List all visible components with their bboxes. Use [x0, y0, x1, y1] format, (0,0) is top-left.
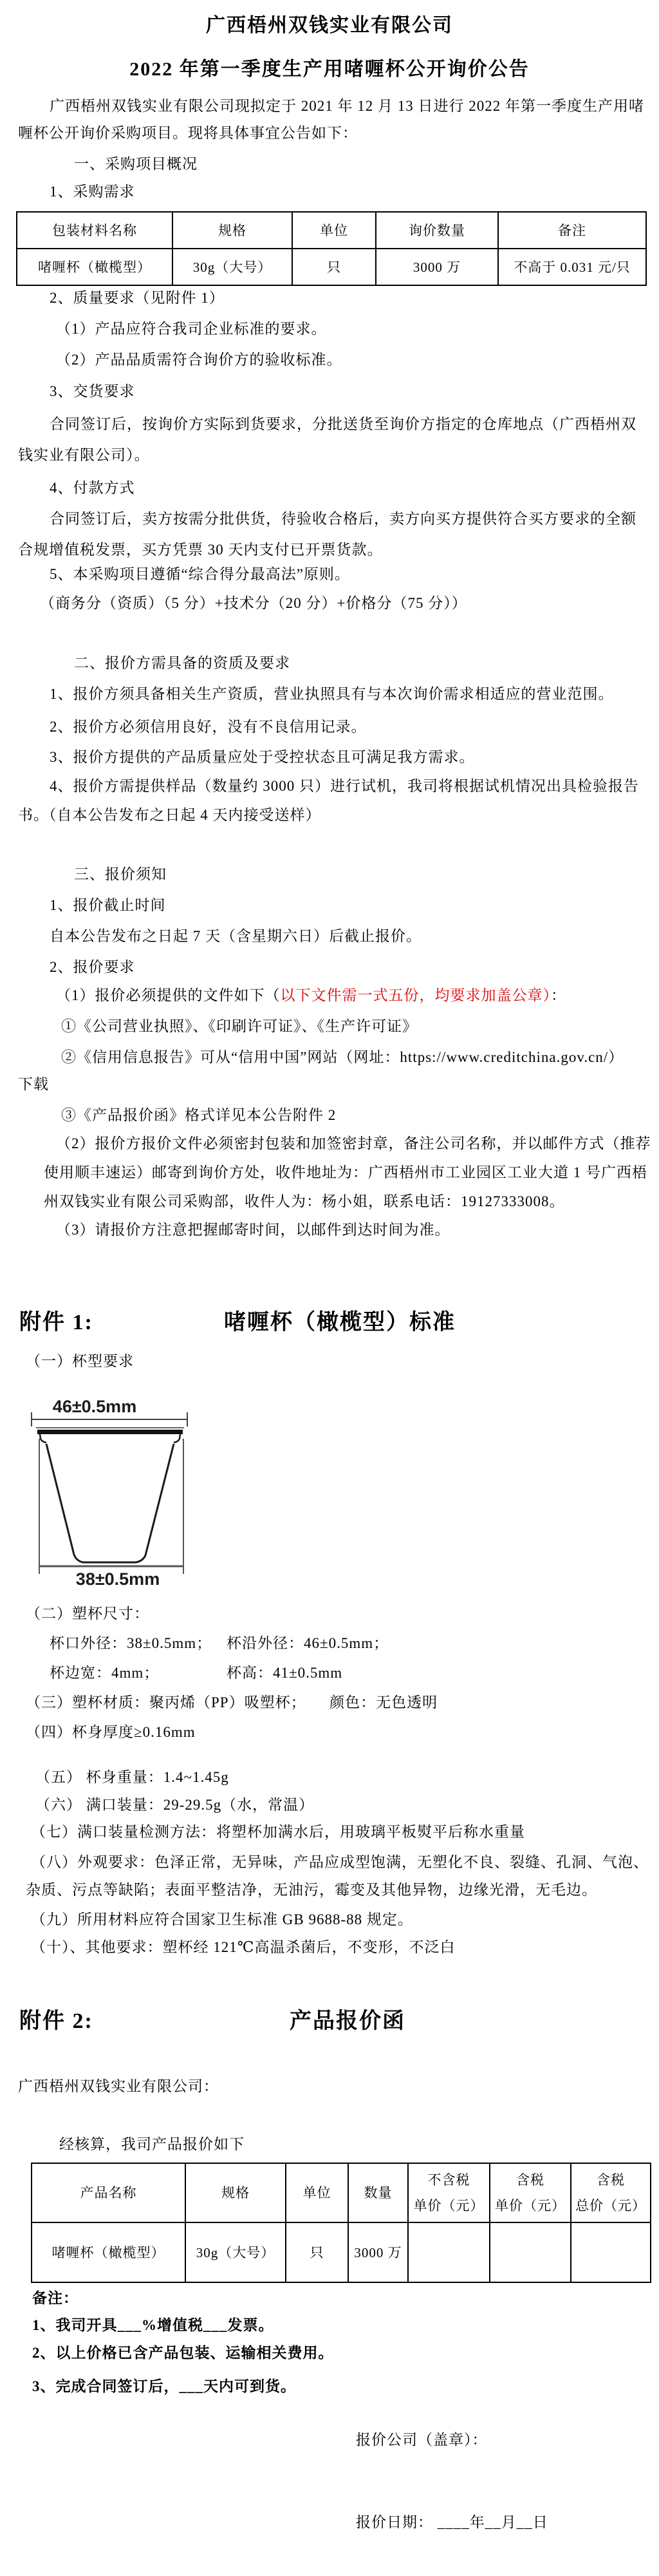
- document-item-2-continuation: 下载: [18, 1076, 49, 1092]
- cell-spec: 30g（大号）: [185, 2222, 286, 2282]
- hygiene-standard: （九）所用材料应符合国家卫生标准 GB 9688-88 规定。: [31, 1911, 413, 1927]
- scoring-rule: 5、本采购项目遵循“综合得分最高法”原则。: [50, 566, 350, 582]
- mouth-outer-diameter: 杯口外径：38±0.5mm；: [50, 1635, 212, 1651]
- header-unit: 单位: [286, 2163, 348, 2222]
- cell-total-incl-tax-blank[interactable]: [571, 2222, 651, 2282]
- payment-line-1: 合同签订后，卖方按需分批供货，待验收合格后，卖方向买方提供符合买方要求的全额: [50, 511, 636, 527]
- signature-date: 报价日期： ____年__月__日: [356, 2514, 548, 2530]
- attachment-2-label: 附件 2:: [19, 2009, 93, 2033]
- capacity-test-method: （七）满口装量检测方法：将塑杯加满水后，用玻璃平板熨平后称水重量: [31, 1824, 525, 1840]
- scoring-detail: （商务分（资质）（5 分）+技术分（20 分）+价格分（75 分））: [40, 595, 467, 611]
- cup-material: （三）塑杯材质：聚丙烯（PP）吸塑杯； 颜色：无色透明: [26, 1694, 438, 1710]
- cup-shape-requirement: （一）杯型要求: [26, 1353, 134, 1369]
- company-title: 广西梧州双钱实业有限公司: [206, 15, 453, 36]
- attachment-1-label: 附件 1:: [19, 1311, 93, 1334]
- notice-title: 2022 年第一季度生产用啫喱杯公开询价公告: [129, 59, 530, 80]
- section-2-heading: 二、报价方需具备的资质及要求: [74, 655, 290, 671]
- delivery-requirement: 3、交货要求: [50, 383, 135, 399]
- cell-remark: 不高于 0.031 元/只: [498, 249, 646, 285]
- quality-item-1: （1）产品应符合我司企业标准的要求。: [56, 321, 327, 337]
- header-price-excl-tax-line-1: 不含税: [427, 2172, 470, 2188]
- quote-salutation: 广西梧州双钱实业有限公司：: [18, 2078, 219, 2094]
- intro-line-1: 广西梧州双钱实业有限公司现拟定于 2021 年 12 月 13 日进行 2022 年第一季度生产用啫: [50, 98, 644, 114]
- document-item-3: ③《产品报价函》格式详见本公告附件 2: [61, 1107, 337, 1123]
- header-quantity: 数量: [348, 2163, 408, 2222]
- quotation-table: [31, 2163, 651, 2283]
- mailing-requirement-line-3: 州双钱实业有限公司采购部，收件人为：杨小姐，联系电话：19127333008。: [44, 1193, 565, 1209]
- quality-requirement: 2、质量要求（见附件 1）: [50, 290, 225, 306]
- cell-spec: 30g（大号）: [172, 249, 292, 285]
- qualification-item-4-line-2: 书。（自本公告发布之日起 4 天内接受送样）: [18, 807, 321, 823]
- note-price-includes: 2、以上价格已含产品包装、运输相关费用。: [32, 2345, 334, 2361]
- mailing-time-note: （3）请报价方注意把握邮寄时间，以邮件到达时间为准。: [56, 1222, 450, 1238]
- required-documents-colon: ：: [551, 987, 566, 1003]
- section-3-heading: 三、报价须知: [74, 866, 167, 882]
- note-delivery-days: 3、完成合同签订后，___天内可到货。: [32, 2378, 296, 2394]
- header-price-excl-tax-line-2: 单价（元）: [413, 2198, 485, 2213]
- cell-material-name: 啫喱杯（橄榄型）: [17, 249, 172, 285]
- note-invoice: 1、我司开具___%增值税___发票。: [32, 2317, 274, 2333]
- cup-body-outline: [46, 1444, 174, 1562]
- cell-quantity: 3000 万: [376, 249, 498, 285]
- edge-width: 杯边宽：4mm；: [50, 1665, 160, 1681]
- cup-bottom-dimension-label: 38±0.5mm: [75, 1569, 160, 1589]
- full-capacity: （六） 满口装量：29-29.5g（水，常温）: [35, 1797, 315, 1813]
- header-cell: 包装材料名称: [17, 212, 172, 249]
- attachment-1-title: 啫喱杯（橄榄型）标准: [224, 1311, 456, 1334]
- cup-size-title: （二）塑杯尺寸：: [26, 1605, 149, 1622]
- required-documents-line: [56, 985, 566, 1006]
- document-item-2: ②《信用信息报告》可从“信用中国”网站（网址：https://www.creditchina.gov.cn/）: [61, 1049, 624, 1065]
- quote-lead-in: 经核算，我司产品报价如下: [59, 2136, 245, 2152]
- appearance-requirement-line-2: 杂质、污点等缺陷；表面平整洁净，无油污，霉变及其他异物，边缘光滑，无毛边。: [26, 1882, 597, 1898]
- purchase-demand-table: [16, 211, 647, 286]
- cup-rim-band: [37, 1430, 183, 1434]
- payment-method: 4、付款方式: [50, 480, 135, 496]
- header-price-excl-tax: [408, 2163, 490, 2222]
- quality-item-2: （2）产品品质需符合询价方的验收标准。: [56, 352, 342, 368]
- qualification-item-4-line-1: 4、报价方需提供样品（数量约 3000 只）进行试机，我司将根据试机情况出具检验报告: [50, 778, 639, 794]
- table-row: [17, 249, 646, 285]
- section-1-demand: 1、采购需求: [50, 184, 135, 200]
- header-total-incl-tax: [571, 2163, 651, 2222]
- header-cell: 单位: [292, 212, 376, 249]
- cell-price-excl-tax-blank[interactable]: [408, 2222, 490, 2282]
- required-documents-prefix: （1）报价必须提供的文件如下（: [56, 987, 281, 1003]
- cup-weight: （五） 杯身重量：1.4~1.45g: [35, 1769, 229, 1785]
- header-total-incl-tax-line-1: 含税: [597, 2172, 625, 2188]
- rim-outer-diameter: 杯沿外径：46±0.5mm；: [227, 1635, 389, 1651]
- cell-price-incl-tax-blank[interactable]: [490, 2222, 571, 2282]
- header-cell: 询价数量: [376, 212, 498, 249]
- cup-height: 杯高：41±0.5mm: [227, 1665, 343, 1681]
- notes-title: 备注：: [32, 2290, 79, 2306]
- document-item-1: ①《公司营业执照》、《印刷许可证》、《生产许可证》: [61, 1018, 418, 1034]
- table-header-row: [17, 212, 646, 249]
- cup-top-dimension-label: 46±0.5mm: [52, 1397, 137, 1416]
- header-cell: 规格: [172, 212, 292, 249]
- other-requirements: （十）、其他要求：塑杯经 121℃高温杀菌后，不变形，不泛白: [31, 1939, 456, 1955]
- qualification-item-2: 2、报价方必须信用良好，没有不良信用记录。: [50, 719, 367, 735]
- header-price-incl-tax-line-1: 含税: [516, 2172, 544, 2188]
- appearance-requirement-line-1: （八）外观要求：色泽正常，无异味，产品应成型饱满，无塑化不良、裂缝、孔洞、气泡、: [31, 1854, 649, 1870]
- deadline-text: 自本公告发布之日起 7 天（含星期六日）后截止报价。: [50, 928, 422, 944]
- delivery-line-1: 合同签订后，按询价方实际到货要求，分批送货至询价方指定的仓库地点（广西梧州双: [50, 416, 636, 432]
- mailing-requirement-line-2: 使用顺丰速运）邮寄到询价方处，收件地址为：广西梧州市工业园区工业大道 1 号广西梧: [44, 1164, 647, 1180]
- header-price-incl-tax: [490, 2163, 571, 2222]
- cell-unit: 只: [292, 249, 376, 285]
- header-price-incl-tax-line-2: 单价（元）: [495, 2198, 566, 2213]
- section-1-heading: 一、采购项目概况: [74, 156, 198, 172]
- deadline-title: 1、报价截止时间: [50, 897, 166, 913]
- header-product-name: 产品名称: [32, 2163, 185, 2222]
- cup-diagram: [23, 1391, 196, 1591]
- mailing-requirement-line-1: （2）报价方报价文件必须密封包装和加签密封章，备注公司名称，并以邮件方式（推荐: [56, 1135, 651, 1151]
- qualification-item-3: 3、报价方提供的产品质量应处于受控状态且可满足我方需求。: [50, 749, 475, 765]
- header-cell: 备注: [498, 212, 646, 249]
- required-documents-red-note: 以下文件需一式五份，均要求加盖公章）: [280, 987, 551, 1003]
- wall-thickness: （四）杯身厚度≥0.16mm: [26, 1724, 196, 1740]
- qualification-item-1: 1、报价方须具备相关生产资质，营业执照具有与本次询价需求相适应的营业范围。: [50, 686, 614, 702]
- quote-requirement-title: 2、报价要求: [50, 959, 135, 975]
- cell-quantity: 3000 万: [348, 2222, 408, 2282]
- signature-company-seal: 报价公司（盖章）：: [356, 2432, 488, 2448]
- delivery-line-2: 钱实业有限公司）。: [18, 447, 150, 463]
- cell-product-name: 啫喱杯（橄榄型）: [32, 2222, 185, 2282]
- quotation-row: [32, 2222, 651, 2282]
- quotation-header-row: [32, 2163, 651, 2222]
- header-spec: 规格: [185, 2163, 286, 2222]
- cell-unit: 只: [286, 2222, 348, 2282]
- attachment-2-title: 产品报价函: [290, 2009, 405, 2033]
- header-total-incl-tax-line-2: 总价（元）: [575, 2198, 646, 2213]
- payment-line-2: 合规增值税发票，买方凭票 30 天内支付已开票货款。: [18, 542, 383, 558]
- intro-line-2: 喱杯公开询价采购项目。现将具体事宜公告如下：: [18, 125, 358, 141]
